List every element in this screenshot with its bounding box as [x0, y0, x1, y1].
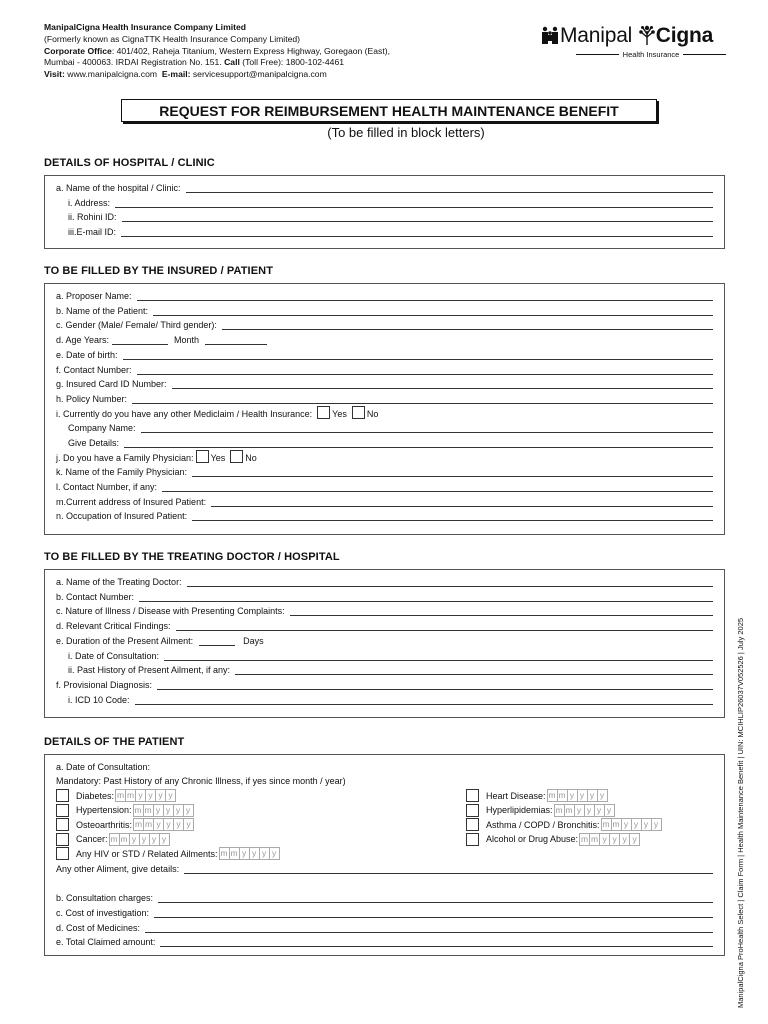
section-heading-patient: DETAILS OF THE PATIENT — [44, 736, 185, 748]
registration-text: Mumbai - 400063. IRDAI Registration No. 151. — [44, 57, 222, 68]
email-label: E-mail: — [161, 69, 191, 80]
date-cell[interactable]: y — [173, 804, 184, 817]
field-label: a. Name of the hospital / Clinic: — [56, 183, 181, 193]
chronic-illness-item — [56, 847, 280, 860]
field-label: c. Gender (Male/ Female/ Third gender): — [56, 320, 217, 330]
date-cell[interactable]: y — [129, 833, 140, 846]
date-cell[interactable]: m — [120, 833, 128, 844]
rohini-id-line[interactable] — [122, 213, 713, 222]
date-cell[interactable]: m — [558, 790, 566, 800]
date-cell[interactable]: m — [230, 848, 238, 859]
no-label: No — [245, 453, 257, 463]
date-cell[interactable]: y — [259, 847, 270, 860]
since-date-input[interactable] — [116, 789, 176, 802]
investigation-cost-field[interactable] — [56, 906, 713, 918]
form-title: REQUEST FOR REIMBURSEMENT HEALTH MAINTENANCE BENEFIT — [121, 99, 657, 122]
past-history-field[interactable] — [68, 663, 713, 675]
corporate-address-line-2 — [44, 57, 464, 69]
chronic-illness-label: Heart Disease: — [486, 790, 546, 801]
patient-name-field[interactable] — [56, 304, 713, 316]
provisional-diagnosis-field[interactable] — [56, 678, 713, 690]
date-cell[interactable]: y — [621, 818, 632, 831]
field-label: a. Proposer Name: — [56, 291, 132, 301]
no-label: No — [366, 409, 379, 419]
occupation-line[interactable] — [192, 512, 713, 521]
date-cell[interactable]: m — [548, 790, 556, 800]
hospital-name-field[interactable] — [56, 181, 713, 193]
age-years-line[interactable] — [112, 336, 168, 345]
days-label: Days — [243, 636, 264, 646]
field-label: a. Name of the Treating Doctor: — [56, 577, 182, 587]
date-cell[interactable]: m — [220, 848, 228, 859]
insured-card-field[interactable] — [56, 377, 713, 389]
field-label: f. Provisional Diagnosis: — [56, 680, 153, 690]
field-label: d. Cost of Medicines: — [56, 923, 141, 933]
logo-tagline-row — [576, 50, 726, 59]
contact-line — [44, 69, 464, 81]
mandatory-note — [56, 774, 713, 786]
date-cell[interactable]: y — [135, 789, 146, 802]
date-cell[interactable]: m — [591, 833, 599, 844]
field-label: c. Nature of Illness / Disease with Presenting Complaints: — [56, 606, 285, 616]
logo-wordmark — [540, 24, 713, 48]
date-cell[interactable]: y — [239, 847, 250, 860]
policy-number-line[interactable] — [132, 395, 713, 404]
medicines-cost-field[interactable] — [56, 921, 713, 933]
consultation-date-line[interactable] — [164, 652, 713, 661]
date-cell[interactable]: y — [619, 833, 630, 846]
gender-line[interactable] — [222, 321, 713, 330]
visit-value: www.manipalcigna.com — [67, 69, 158, 80]
date-cell[interactable]: y — [153, 804, 164, 817]
consultation-charges-field[interactable] — [56, 891, 713, 903]
chronic-illness-label: Diabetes: — [76, 790, 115, 801]
since-date-input[interactable] — [220, 847, 280, 860]
chronic-illness-checkbox[interactable] — [466, 833, 479, 846]
date-cell[interactable]: y — [574, 804, 585, 817]
chronic-illness-checkbox[interactable] — [56, 804, 69, 817]
since-date-input[interactable] — [548, 789, 608, 802]
date-cell[interactable]: m — [134, 819, 143, 830]
other-insurance-yes-checkbox[interactable] — [317, 406, 330, 419]
occupation-field[interactable] — [56, 509, 713, 521]
date-cell[interactable]: y — [149, 833, 160, 846]
chronic-illness-label: Asthma / COPD / Bronchitis: — [486, 819, 600, 830]
date-cell[interactable]: m — [134, 804, 142, 815]
field-label: ii. Past History of Present Ailment, if any: — [68, 665, 231, 675]
date-cell[interactable]: y — [183, 818, 194, 831]
date-cell[interactable]: m — [144, 804, 152, 815]
yes-label: Yes — [332, 409, 347, 419]
critical-findings-line[interactable] — [176, 622, 713, 631]
date-cell[interactable]: y — [597, 789, 608, 802]
proposer-name-field[interactable] — [56, 289, 713, 301]
chronic-illness-checkbox[interactable] — [466, 804, 479, 817]
side-form-reference: ManipalCigna ProHealth Select | Claim Form | Health Maintenance Benefit | UIN: MCIHLIP26037V052526 | July 2025 — [736, 617, 745, 1008]
field-label: f. Contact Number: — [56, 365, 132, 375]
date-cell[interactable]: y — [577, 789, 588, 802]
section-heading-insured: TO BE FILLED BY THE INSURED / PATIENT — [44, 265, 274, 277]
proposer-name-line[interactable] — [137, 292, 713, 301]
date-cell[interactable]: y — [159, 833, 170, 846]
contact-number-line[interactable] — [137, 366, 713, 375]
chronic-illness-checkbox[interactable] — [466, 789, 479, 802]
field-label: i. Currently do you have any other Mediclaim / Health Insurance: — [56, 409, 313, 419]
icd-code-line[interactable] — [135, 696, 713, 705]
date-cell[interactable]: m — [144, 819, 153, 830]
date-cell[interactable]: y — [139, 833, 150, 846]
company-formerly: (Formerly known as CignaTTK Health Insurance Company Limited) — [44, 33, 300, 44]
other-insurance-no-checkbox[interactable] — [352, 406, 365, 419]
doctor-name-field[interactable] — [56, 575, 713, 587]
physician-contact-field[interactable] — [56, 480, 713, 492]
chronic-illness-item — [56, 818, 194, 831]
illness-nature-line[interactable] — [290, 607, 713, 616]
hospital-address-field[interactable] — [68, 196, 713, 208]
field-label: e. Total Claimed amount: — [56, 937, 156, 947]
call-label: Call — [224, 57, 240, 68]
give-details-line[interactable] — [124, 439, 713, 448]
chronic-illness-item — [56, 833, 170, 846]
doctor-contact-field[interactable] — [56, 590, 713, 602]
chronic-illness-label: Hypertension: — [76, 805, 132, 816]
field-label: h. Policy Number: — [56, 394, 128, 404]
family-icon — [540, 26, 560, 44]
other-insurance-field — [56, 407, 713, 419]
insured-details-box — [44, 283, 725, 535]
company-name-line[interactable] — [141, 424, 713, 433]
chronic-illness-label: Any HIV or STD / Related Ailments: — [76, 848, 218, 859]
date-cell[interactable]: m — [602, 819, 610, 830]
field-label: i. Address: — [68, 198, 111, 208]
field-label: b. Consultation charges: — [56, 893, 154, 903]
chronic-illness-checkbox[interactable] — [466, 818, 479, 831]
tree-icon — [638, 25, 656, 45]
consultation-date-field[interactable] — [68, 649, 713, 661]
date-cell[interactable]: m — [612, 819, 620, 830]
date-cell[interactable]: y — [155, 789, 166, 802]
chronic-illness-label: Alcohol or Drug Abuse: — [486, 834, 579, 845]
date-cell[interactable]: y — [183, 804, 194, 817]
chronic-illness-checkbox[interactable] — [56, 789, 69, 802]
date-cell[interactable]: y — [599, 833, 610, 846]
physician-name-line[interactable] — [192, 468, 713, 477]
date-cell[interactable]: y — [594, 804, 605, 817]
chronic-illness-checkbox[interactable] — [56, 833, 69, 846]
family-physician-no-checkbox[interactable] — [230, 450, 243, 463]
field-label: Any other Aliment, give details: — [56, 864, 180, 874]
family-physician-yes-checkbox[interactable] — [196, 450, 209, 463]
age-field[interactable] — [56, 333, 713, 345]
mandatory-text: Mandatory: Past History of any Chronic Illness, if yes since month / year) — [56, 776, 346, 786]
company-name: ManipalCigna Health Insurance Company Limited — [44, 22, 246, 32]
provisional-diagnosis-line[interactable] — [157, 681, 713, 690]
corporate-label: Corporate Office — [44, 45, 112, 56]
date-cell[interactable]: y — [173, 818, 184, 831]
date-cell[interactable]: y — [631, 818, 642, 831]
date-cell[interactable]: y — [165, 789, 176, 802]
past-history-line[interactable] — [235, 666, 713, 675]
field-label: iii.E-mail ID: — [68, 227, 117, 237]
chronic-illness-checkbox[interactable] — [56, 818, 69, 831]
hospital-email-field[interactable] — [68, 225, 713, 237]
family-physician-field — [56, 451, 713, 463]
medicines-cost-line[interactable] — [145, 924, 713, 933]
corporate-address: : 401/402, Raheja Titanium, Western Express Highway, Goregaon (East), — [111, 45, 390, 56]
patient-consultation-date — [56, 760, 713, 772]
physician-contact-line[interactable] — [162, 483, 713, 492]
since-date-input[interactable] — [110, 833, 170, 846]
field-label: i. ICD 10 Code: — [68, 695, 130, 705]
field-label: e. Date of birth: — [56, 350, 118, 360]
field-label: d. Relevant Critical Findings: — [56, 621, 171, 631]
date-cell[interactable]: y — [567, 789, 578, 802]
date-cell[interactable]: y — [629, 833, 640, 846]
company-name-field[interactable] — [68, 421, 713, 433]
hospital-address-line[interactable] — [115, 199, 713, 208]
field-label: Company Name: — [68, 423, 136, 433]
field-label: j. Do you have a Family Physician: — [56, 453, 194, 463]
chronic-illness-label: Cancer: — [76, 834, 108, 845]
date-cell[interactable]: y — [604, 804, 615, 817]
doctor-contact-line[interactable] — [139, 593, 713, 602]
total-claimed-line[interactable] — [160, 938, 713, 947]
tagline-rule — [576, 54, 619, 55]
date-cell[interactable]: y — [163, 818, 174, 831]
date-cell[interactable]: y — [269, 847, 280, 860]
date-cell[interactable]: y — [153, 818, 164, 831]
hospital-details-box — [44, 175, 725, 249]
age-month-line[interactable] — [205, 336, 267, 345]
yes-label: Yes — [210, 453, 226, 463]
other-ailment-line[interactable] — [184, 865, 713, 874]
patient-name-line[interactable] — [153, 307, 713, 316]
dob-field[interactable] — [56, 348, 713, 360]
date-cell[interactable]: m — [110, 833, 118, 844]
since-date-input[interactable] — [602, 818, 662, 831]
date-cell[interactable]: y — [584, 804, 595, 817]
date-cell[interactable]: y — [249, 847, 260, 860]
date-cell[interactable]: m — [565, 804, 573, 815]
field-label: e. Duration of the Present Ailment: — [56, 636, 194, 646]
chronic-illness-item — [466, 804, 615, 817]
visit-label: Visit: — [44, 69, 65, 80]
since-date-input[interactable] — [134, 804, 194, 817]
icd-code-field[interactable] — [68, 693, 713, 705]
company-info — [44, 22, 464, 81]
field-label: c. Cost of investigation: — [56, 908, 150, 918]
other-ailment-field[interactable] — [56, 862, 713, 874]
consultation-charges-line[interactable] — [158, 894, 713, 903]
give-details-field[interactable] — [68, 436, 713, 448]
tagline-rule — [683, 54, 726, 55]
form-subtitle: (To be filled in block letters) — [327, 125, 485, 140]
section-heading-hospital: DETAILS OF HOSPITAL / CLINIC — [44, 157, 215, 169]
date-cell[interactable]: y — [651, 818, 662, 831]
doctor-name-line[interactable] — [187, 578, 713, 587]
date-cell[interactable]: y — [587, 789, 598, 802]
duration-days-line[interactable] — [199, 637, 235, 646]
logo-tagline: Health Insurance — [622, 50, 680, 59]
date-cell[interactable]: m — [581, 833, 589, 844]
field-label: k. Name of the Family Physician: — [56, 467, 188, 477]
field-label: b. Name of the Patient: — [56, 306, 149, 316]
contact-number-field[interactable] — [56, 363, 713, 375]
rohini-id-field[interactable] — [68, 210, 713, 222]
date-cell[interactable]: m — [116, 790, 125, 800]
chronic-illness-item — [466, 789, 608, 802]
date-cell[interactable]: y — [641, 818, 652, 831]
illness-nature-field[interactable] — [56, 604, 713, 616]
hospital-name-line[interactable] — [186, 184, 713, 193]
hospital-email-line[interactable] — [121, 228, 713, 237]
gender-field[interactable] — [56, 318, 713, 330]
section-heading-doctor: TO BE FILLED BY THE TREATING DOCTOR / HOSPITAL — [44, 551, 340, 563]
field-label: a. Date of Consultation: — [56, 762, 151, 772]
chronic-illness-label: Hyperlipidemias: — [486, 805, 553, 816]
chronic-illness-item — [56, 804, 194, 817]
investigation-cost-line[interactable] — [154, 909, 713, 918]
date-cell[interactable]: y — [145, 789, 156, 802]
insured-card-line[interactable] — [172, 380, 713, 389]
since-date-input[interactable] — [134, 818, 194, 831]
corporate-office — [44, 46, 464, 58]
field-label: n. Occupation of Insured Patient: — [56, 511, 188, 521]
logo-manipal: Manipal — [560, 24, 633, 47]
field-label: Month — [174, 335, 200, 345]
critical-findings-field[interactable] — [56, 619, 713, 631]
field-label: g. Insured Card ID Number: — [56, 379, 167, 389]
logo-cigna: Cigna — [655, 24, 714, 47]
dob-line[interactable] — [123, 351, 713, 360]
ailment-duration-field[interactable] — [56, 634, 713, 646]
chronic-illness-label: Osteoarthritis: — [76, 819, 133, 830]
field-label: l. Contact Number, if any: — [56, 482, 158, 492]
since-date-input[interactable] — [555, 804, 615, 817]
date-cell[interactable]: y — [163, 804, 174, 817]
email-value: servicesupport@manipalcigna.com — [192, 69, 327, 80]
call-value: (Toll Free): 1800-102-4461 — [242, 57, 344, 68]
date-cell[interactable]: m — [555, 804, 563, 815]
field-label: ii. Rohini ID: — [68, 212, 117, 222]
physician-name-field[interactable] — [56, 465, 713, 477]
field-label: b. Contact Number: — [56, 592, 135, 602]
field-label: i. Date of Consultation: — [68, 651, 160, 661]
patient-details-box — [44, 754, 725, 956]
doctor-details-box — [44, 569, 725, 718]
manipal-cigna-logo — [540, 24, 726, 64]
chronic-illness-item — [466, 818, 662, 831]
chronic-illness-checkbox[interactable] — [56, 847, 69, 860]
chronic-illness-item — [466, 833, 640, 846]
date-cell[interactable]: y — [609, 833, 620, 846]
current-address-line[interactable] — [211, 498, 713, 507]
field-label: m.Current address of Insured Patient: — [56, 497, 207, 507]
field-label: Give Details: — [68, 438, 120, 448]
date-cell[interactable]: m — [126, 790, 135, 800]
since-date-input[interactable] — [580, 833, 640, 846]
policy-number-field[interactable] — [56, 392, 713, 404]
field-label: d. Age Years: — [56, 335, 110, 345]
chronic-illness-item — [56, 789, 176, 802]
current-address-field[interactable] — [56, 495, 713, 507]
total-claimed-field[interactable] — [56, 935, 713, 947]
